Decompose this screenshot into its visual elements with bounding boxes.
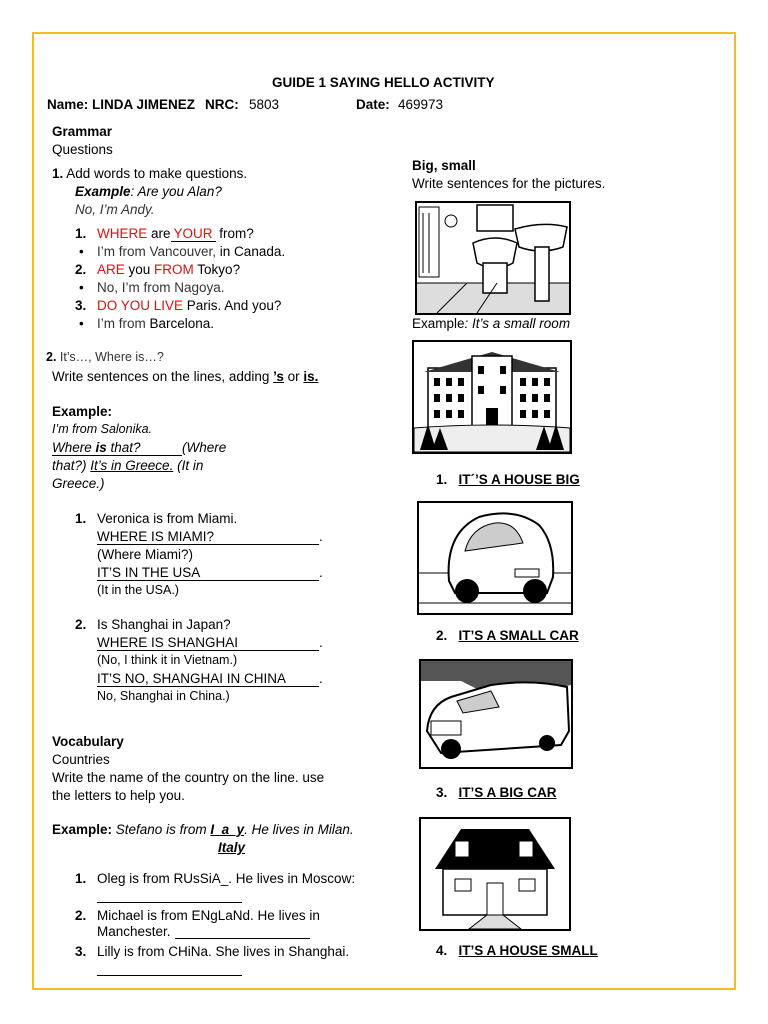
caption-3 (436, 785, 557, 800)
vocab-heading: Vocabulary (52, 734, 124, 749)
grammar-item-2 (75, 244, 285, 259)
item-text: Barcelona. (145, 316, 215, 331)
line-dot: . (319, 635, 323, 650)
section2-item-1-answer1 (97, 529, 323, 545)
caption-number: 4. (436, 943, 448, 958)
caption-text: IT’S A BIG CAR (458, 785, 557, 800)
section2-example-label: Example: (52, 404, 113, 419)
section2-title (46, 350, 164, 364)
section2-item-1-hint1: (Where Miami?) (97, 547, 194, 562)
section2-item-2-answer2 (97, 671, 323, 687)
vocab-sub: Countries (52, 752, 110, 767)
caption-1 (436, 472, 580, 487)
ex-emphasis: is (95, 440, 107, 455)
section2-item-1-answer2 (97, 565, 323, 581)
answer-line: IT’S IN THE USA (97, 565, 319, 581)
answer-word: DO YOU LIVE (97, 298, 184, 313)
item-text: are (147, 226, 171, 241)
item-number: 3. (75, 944, 87, 959)
grammar-item-6 (75, 316, 214, 331)
instr-text: or (283, 369, 304, 384)
example-answer: No, I’m Andy. (75, 202, 155, 217)
item-text: Oleg is from RUsSiA_. He lives in Moscow: (97, 871, 356, 886)
bathroom-picture (415, 201, 571, 315)
line-dot: . (319, 671, 323, 686)
item-prompt: Is Shanghai in Japan? (97, 617, 231, 632)
q1-text: Add words to make questions. (66, 166, 248, 181)
grammar-example (75, 184, 222, 199)
bullet: • (79, 244, 84, 259)
small-house-picture (419, 817, 571, 931)
big-car-picture (419, 659, 573, 769)
example-text: : Are you Alan? (130, 184, 222, 199)
section-title: It’s…, Where is…? (59, 350, 164, 364)
caption-text: IT’S A SMALL CAR (458, 628, 579, 643)
nrc-value: 5803 (249, 97, 280, 112)
instr-text: Write sentences on the lines, adding (52, 369, 274, 384)
answer-word: FROM (154, 262, 194, 277)
vocab-item-2 (75, 908, 320, 923)
ex-answer: It’s in Greece. (90, 458, 174, 473)
example-label: Example (412, 316, 465, 331)
caption-number: 1. (436, 472, 448, 487)
example-label: Example: (52, 822, 113, 837)
answer-line: WHERE IS SHANGHAI (97, 635, 319, 651)
section2-item-2 (75, 617, 231, 632)
item-text: Paris. And you? (183, 298, 282, 313)
name-label: Name: LINDA JIMENEZ (47, 97, 196, 112)
item-number: 1. (75, 871, 87, 886)
ex-text: (Where (182, 440, 227, 455)
bigsmall-instr: Write sentences for the pictures. (412, 176, 606, 191)
section2-instructions (52, 369, 318, 384)
item-text: Manchester. (97, 924, 171, 939)
answer-word: ARE (97, 262, 125, 277)
item-number: 2. (75, 262, 87, 277)
grammar-item-5 (75, 298, 281, 313)
date-label: Date: (356, 97, 390, 112)
ex-text: Where (52, 440, 96, 455)
vocab-example-answer: Italy (218, 840, 246, 855)
ex-text: (It in (173, 458, 204, 473)
section2-item-2-hint1: (No, I think it in Vietnam.) (97, 653, 238, 667)
item-text: Tokyo? (193, 262, 241, 277)
answer-word: YOUR (173, 226, 213, 241)
bigsmall-heading: Big, small (412, 158, 476, 173)
example-text: : It’s a small room (464, 316, 571, 331)
item-prompt: Veronica is from Miami. (97, 511, 238, 526)
small-car-picture (417, 501, 573, 615)
vocab-item-1-blank (97, 888, 242, 903)
section2-example-line4: Greece.) (52, 476, 105, 491)
vocab-item-1 (75, 871, 355, 886)
grammar-item-3 (75, 262, 240, 277)
page-title: GUIDE 1 SAYING HELLO ACTIVITY (272, 75, 495, 90)
caption-4 (436, 943, 598, 958)
vocab-instr-2: the letters to help you. (52, 788, 185, 803)
big-house-picture (412, 340, 572, 454)
caption-number: 2. (436, 628, 448, 643)
ex-text: that? (106, 440, 141, 455)
item-number: 3. (75, 298, 87, 313)
bigsmall-example (412, 316, 570, 331)
item-number: 1. (75, 226, 87, 241)
caption-2 (436, 628, 579, 643)
q1-number: 1. (52, 166, 64, 181)
date-value: 469973 (398, 97, 444, 112)
vocab-item-3-blank (97, 961, 242, 976)
vocab-instr-1: Write the name of the country on the line. use (52, 770, 325, 785)
instr-emphasis: ’s (273, 369, 284, 384)
answer-blank (175, 924, 310, 939)
caption-text: IT’S A HOUSE SMALL (458, 943, 598, 958)
grammar-item-4 (75, 280, 225, 295)
item-number: 2. (75, 908, 87, 923)
caption-number: 3. (436, 785, 448, 800)
item-number: 2. (75, 617, 87, 632)
grammar-item-1 (75, 226, 254, 242)
item-text: Lilly is from CHiNa. She lives in Shanghai. (97, 944, 350, 959)
section2-example-line2 (52, 440, 226, 456)
section2-example-line1: I’m from Salonika. (52, 422, 153, 436)
answer-word: WHERE (97, 226, 148, 241)
item-text: you (124, 262, 155, 277)
grammar-heading: Grammar (52, 124, 113, 139)
bullet: • (79, 280, 84, 295)
ex-text: that?) (52, 458, 91, 473)
item-text: Michael is from ENgLaNd. He lives in (97, 908, 320, 923)
item-number: 1. (75, 511, 87, 526)
item-text: from? (215, 226, 254, 241)
example-text: . He lives in Milan. (244, 822, 354, 837)
example-label: Example (75, 184, 131, 199)
grammar-q1 (52, 166, 247, 181)
answer-line: IT’S NO, SHANGHAI IN CHINA (97, 671, 319, 687)
example-blank: I_a_y (210, 822, 245, 837)
line-dot: . (319, 565, 323, 580)
item-text: I’m from (97, 316, 146, 331)
example-text: Stefano is from (112, 822, 211, 837)
answer-line: WHERE IS MIAMI? (97, 529, 319, 545)
section2-item-2-hint2: No, Shanghai in China.) (97, 689, 230, 703)
section2-item-1 (75, 511, 237, 526)
item-text: in Canada. (216, 244, 286, 259)
section-number: 2. (46, 350, 57, 364)
instr-emphasis: is. (303, 369, 319, 384)
caption-text: IT´’S A HOUSE BIG (458, 472, 580, 487)
bullet: • (79, 316, 84, 331)
grammar-sub: Questions (52, 142, 113, 157)
item-text: No, I’m from Nagoya. (97, 280, 225, 295)
nrc-label: NRC: (205, 97, 239, 112)
section2-item-2-answer1 (97, 635, 323, 651)
vocab-item-2-line2 (97, 924, 310, 939)
vocab-item-3 (75, 944, 349, 959)
section2-example-line3 (52, 458, 203, 473)
answer-line (171, 226, 216, 242)
section2-item-1-hint2: (It in the USA.) (97, 583, 179, 597)
line-dot: . (319, 529, 323, 544)
vocab-example (52, 822, 354, 837)
item-text: I’m from Vancouver, (97, 244, 217, 259)
